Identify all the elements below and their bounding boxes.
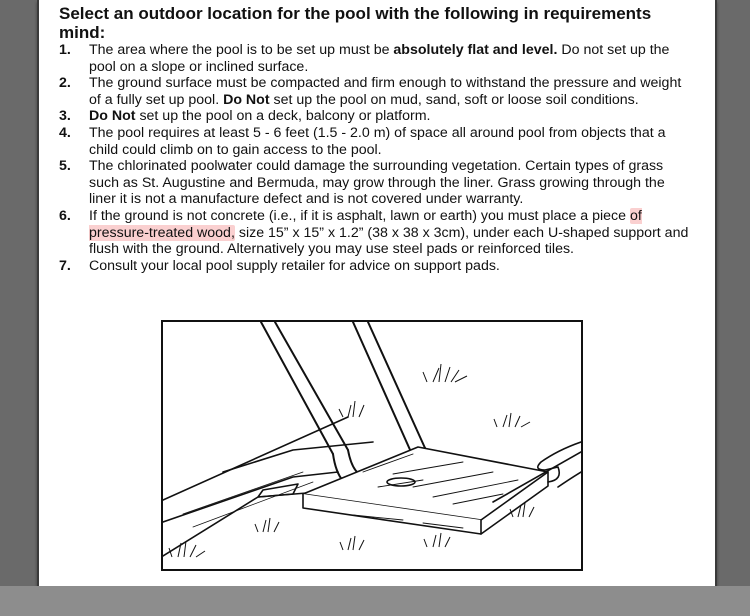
item-number: 5. xyxy=(59,158,71,175)
item-text-part: The area where the pool is to be set up must be xyxy=(89,42,394,58)
item-bold-text: absolutely flat and level. xyxy=(393,42,558,58)
list-item xyxy=(59,42,689,75)
item-number: 2. xyxy=(59,75,71,92)
grass-tuft xyxy=(340,536,364,550)
item-number: 7. xyxy=(59,257,71,274)
support-leg xyxy=(275,322,348,450)
item-text xyxy=(89,208,689,258)
grass-tuft xyxy=(255,518,279,532)
item-text-part: The ground surface must be compacted and firm enough to withstand the pressure and weight of a fully set up pool. xyxy=(89,75,682,108)
instructions-heading: Select an outdoor location for the pool with the following in requirements mind: xyxy=(59,4,652,42)
item-text: Consult your local pool supply retailer for advice on support pads. xyxy=(89,257,500,274)
list-item xyxy=(59,125,689,158)
list-item xyxy=(59,75,689,108)
highlighted-text: of pressure-treated wood, xyxy=(89,207,642,241)
requirements-list xyxy=(59,42,689,274)
item-text-part: set up the pool on mud, sand, soft or loose soil conditions. xyxy=(269,91,639,108)
item-number: 3. xyxy=(59,108,71,125)
item-text: The chlorinated poolwater could damage the surrounding vegetation. Certain types of grass such as St. Augustine and Bermuda, may grow through the liner. Grass growing through the liner it is not a manufacture defect and is not covered under warranty. xyxy=(89,158,665,208)
item-number: 1. xyxy=(59,42,71,58)
item-text-part: If the ground is not concrete (i.e., if it is asphalt, lawn or earth) you must place a piece xyxy=(89,207,630,224)
grass-tuft xyxy=(424,533,450,547)
list-item xyxy=(59,258,689,275)
support-leg xyxy=(353,322,411,452)
grass-tuft xyxy=(494,413,530,427)
list-item xyxy=(59,108,689,125)
item-text xyxy=(89,42,689,75)
support-pad-illustration xyxy=(161,320,583,571)
list-item xyxy=(59,158,689,208)
document-page xyxy=(37,0,717,586)
item-number: 6. xyxy=(59,207,71,224)
wall-shading xyxy=(183,472,303,514)
grass-tuft xyxy=(339,401,364,417)
illustration-drawing xyxy=(163,322,581,569)
item-text-part: set up the pool on a deck, balcony or platform. xyxy=(135,108,431,125)
support-leg xyxy=(261,322,333,454)
item-number: 4. xyxy=(59,124,71,141)
item-text-part: Do not set up the pool on a slope or inclined surface. xyxy=(89,42,670,75)
support-leg xyxy=(368,322,425,448)
viewer-bottom-band xyxy=(0,586,750,616)
item-text-part: size 15” x 15” x 1.2” (38 x 38 x 3cm), under each U-shaped support and flush with the ground. Alternatively you may use steel pads or reinforced tiles. xyxy=(89,224,689,258)
grass-tuft xyxy=(423,364,467,382)
item-bold-text: Do Not xyxy=(223,91,270,108)
item-text: The pool requires at least 5 - 6 feet (1.5 - 2.0 m) of space all around pool from objects that a child could climb on to gain access to the pool. xyxy=(89,124,666,158)
item-text xyxy=(89,108,689,125)
item-text xyxy=(89,75,689,108)
item-bold-text: Do Not xyxy=(89,108,136,125)
list-item xyxy=(59,208,689,258)
